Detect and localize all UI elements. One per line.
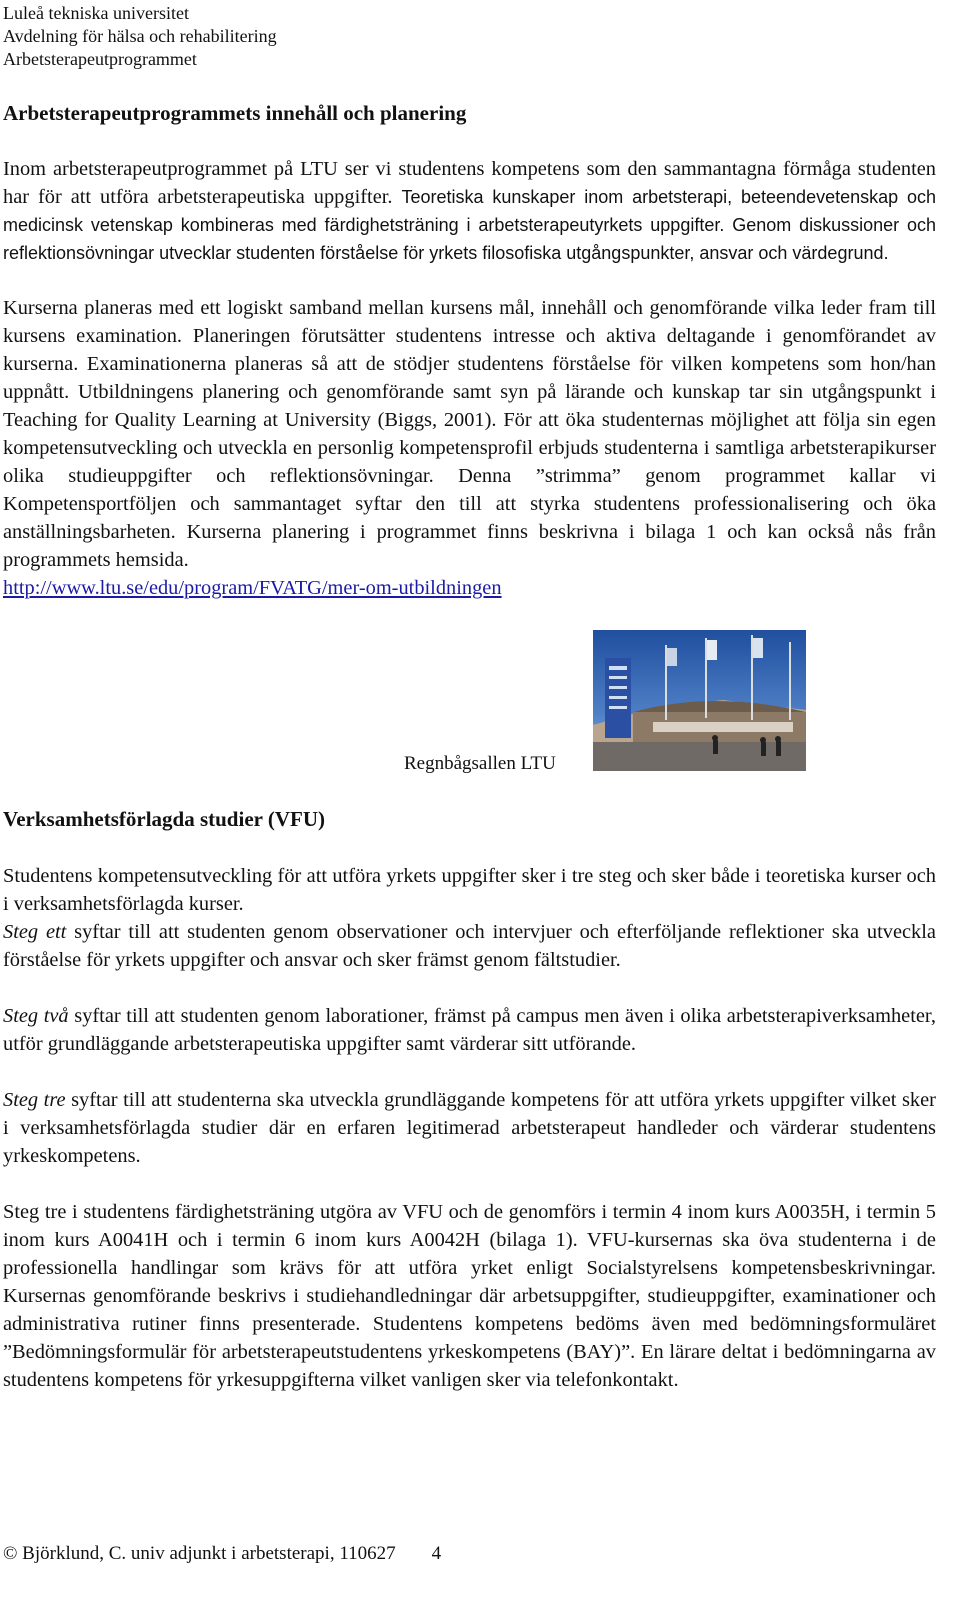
step-one-text: syftar till att studenten genom observationer och intervjuer och efterföljande reflektioner ska utveckla förståelse för yrkets uppgifter och ansvar och sker främst genom fältstudier.	[3, 921, 936, 971]
step-three-text: syftar till att studenterna ska utveckla grundläggande kompetens för att utföra yrkets uppgifter vilket sker i verksamhetsförlagda studier där en erfaren legitimerad arbetsterapeut handleder och värderar studentens yrkeskompetens.	[3, 1089, 936, 1167]
regnbagsallen-image	[593, 630, 806, 771]
step-two-label: Steg två	[3, 1005, 69, 1027]
section-title-content: Arbetsterapeutprogrammets innehåll och planering	[3, 101, 467, 125]
footer-author: © Björklund, C. univ adjunkt i arbetsterapi, 110627	[3, 1543, 396, 1564]
step-three-label: Steg tre	[3, 1089, 66, 1111]
step-two-text: syftar till att studenten genom laborationer, främst på campus men även i olika arbetsterapiverksamheter, utför grundläggande arbetsterapeutiska uppgifter samt värderar sitt utförande.	[3, 1005, 936, 1055]
vfu-details-paragraph: Steg tre i studentens färdighetsträning utgöra av VFU och de genomförs i termin 4 inom kurs A0035H, i termin 5 inom kurs A0041H och i termin 6 inom kurs A0042H (bilaga 1). VFU-kursernas ska öva studenterna i de professionella handlingar som krävs för att utföra yrket enligt Socialstyrelsens kompetensbeskrivningar. Kursernas genomförande beskrivs i studiehandledningar där arbetsuppgifter, studieuppgifter, examinationer och administrativa rutiner finns presenterade. Studentens kompetens bedöms även med bedömningsformuläret ”Bedömningsformulär för arbetsterapeutstudentens yrkeskompetens (BAY)”. En lärare deltat i bedömningarna av studentens kompetens för yrkesuppgifterna vilket vanligen sker via telefonkontakt.	[3, 1201, 936, 1391]
page-number: 4	[431, 1543, 442, 1564]
step-one-paragraph	[3, 918, 936, 974]
planning-paragraph	[3, 294, 936, 602]
document-header	[3, 2, 277, 71]
program-website-link[interactable]: http://www.ltu.se/edu/program/FVATG/mer-om-utbildningen	[3, 577, 502, 599]
step-one-label: Steg ett	[3, 921, 67, 943]
vfu-intro-paragraph: Studentens kompetensutveckling för att utföra yrkets uppgifter sker i tre steg och sker både i teoretiska kurser och i verksamhetsförlagda kurser.	[3, 865, 936, 915]
intro-sans-text: Teoretiska kunskaper inom arbetsterapi, beteendevetenskap och medicinsk vetenskap kombineras med färdighetsträning i arbetsterapeutyrkets uppgifter. Genom diskussioner och reflektionsövningar utvecklar studenten förståelse för yrkets filosofiska utgångspunkter, ansvar och värdegrund.	[3, 187, 937, 263]
step-two-paragraph	[3, 1002, 936, 1058]
campus-photo	[593, 630, 806, 771]
section-title-vfu: Verksamhetsförlagda studier (VFU)	[3, 807, 325, 831]
intro-paragraph	[3, 155, 936, 267]
photo-caption: Regnbågsallen LTU	[404, 753, 556, 774]
intro-serif-text: Inom arbetsterapeutprogrammet på LTU ser vi studentens kompetens som den sammantagna förmåga studenten har för att utföra arbetsterapeutiska uppgifter.	[3, 158, 936, 208]
department-name: Avdelning för hälsa och rehabilitering	[3, 26, 277, 46]
page-footer	[3, 1543, 441, 1565]
university-name: Luleå tekniska universitet	[3, 3, 189, 23]
step-three-paragraph	[3, 1086, 936, 1170]
program-name: Arbetsterapeutprogrammet	[3, 49, 197, 69]
planning-text: Kurserna planeras med ett logiskt samband mellan kursens mål, innehåll och genomförande vilka leder fram till kursens examination. Planeringen förutsätter studentens intresse och aktiva deltagande i genomförandet av kurserna. Examinationerna planeras så att de stödjer studentens förståelse för vilken kompetens som hon/han uppnått. Utbildningens planering och genomförande samt syn på lärande och kunskap tar sin utgångspunkt i Teaching for Quality Learning at University (Biggs, 2001). För att öka studenternas möjlighet att följa sin egen kompetensutveckling och utveckla en personlig kompetensprofil erbjuds studenterna i samtliga arbetsterapikurser olika studieuppgifter och reflektionsövningar. Denna ”strimma” genom programmet kallar vi Kompetensportföljen och sammantaget syftar den till att styrka studentens professionalisering och öka anställningsbarheten. Kurserna planering i programmet finns beskrivna i bilaga 1 och kan också nås från programmets hemsida.	[3, 297, 936, 571]
